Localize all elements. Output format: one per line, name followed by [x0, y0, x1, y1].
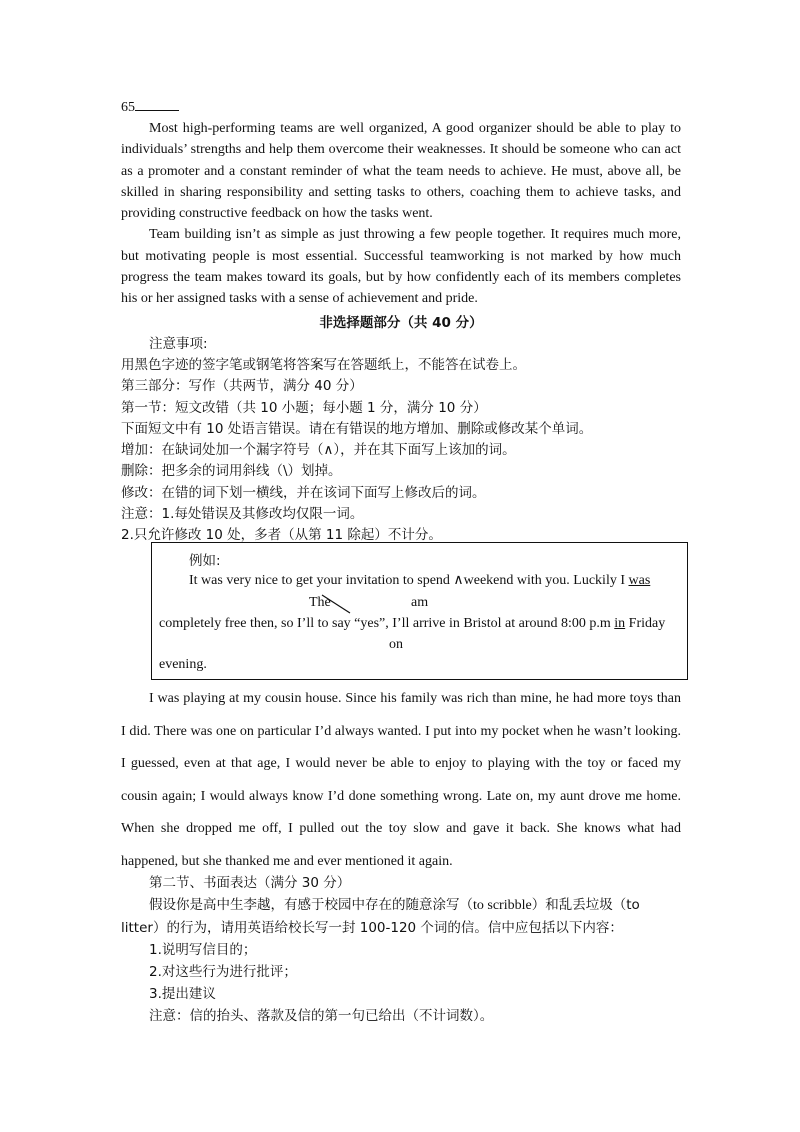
correction-on: on	[389, 637, 403, 652]
writing-section	[121, 872, 681, 1027]
example-line-3	[159, 616, 665, 632]
page-content	[121, 96, 681, 547]
content-item-1: 1.说明写信目的；	[149, 942, 257, 958]
error-correction-passage	[121, 683, 681, 879]
instruction-delete: 删除：把多余的词用斜线（\）划掉。	[121, 463, 342, 480]
reading-paragraph-1: Most high-performing teams are well organized, A good organizer should be able to play to individuals’ strengths and help them overcome their weaknesses. It should be someone who can act as a promoter and a constant reminder of what the team needs to achieve. He must, above all, be skilled in sharing responsibility and setting tasks to others, coaching them to achieve tasks, and providing constructive feedback on how the tasks went.	[121, 121, 681, 222]
example-slashed-word: your	[316, 573, 343, 588]
instruction-modify: 修改：在错的词下划一横线，并在该词下面写上修改后的词。	[121, 484, 486, 501]
example-line3-post: Friday	[625, 616, 666, 631]
section-title: 非选择题部分（共 40 分）	[319, 314, 483, 331]
example-box	[151, 542, 688, 680]
writing-note: 注意：信的抬头、落款及信的第一句已给出（不计词数）。	[149, 1008, 494, 1024]
section1-heading: 第一节：短文改错（共 10 小题；每小题 1 分，满分 10 分）	[121, 399, 487, 416]
notes-line1: 用黑色字迹的签字笔或钢笔将答案写在答题纸上，不能答在试卷上。	[121, 356, 526, 373]
note-2: 2.只允许修改 10 处，多者（从第 11 除起）不计分。	[121, 527, 442, 544]
question-number-text: 65	[121, 100, 135, 115]
instruction-intro: 下面短文中有 10 处语言错误。请在有错误的地方增加、删除或修改某个单词。	[121, 420, 593, 437]
instructions	[121, 334, 681, 547]
prompt-english-term: to scribble	[473, 898, 532, 913]
correction-am: am	[411, 595, 429, 610]
example-line1-pre: It was very nice to get	[189, 573, 317, 588]
passage-text: I was playing at my cousin house. Since his family was rich than mine, he had more toys than I did. There was one on particular I’d always wanted. I put into my pocket when he wasn’t looking. I guessed, even at that age, I would never be able to enjoy to playing with the toy or faced my cousin again; I would always know I’d done something wrong. Late on, my aunt drove me home. When she dropped me off, I pulled out the toy slow and gave it back. She knows what had happened, but she thanked me and ever mentioned it again.	[121, 691, 681, 869]
instruction-add: 增加：在缺词处加一个漏字符号（∧），并在其下面写上该加的词。	[121, 442, 516, 459]
answer-blank[interactable]	[135, 96, 179, 111]
correction-the: The	[309, 595, 331, 610]
example-label: 例如:	[189, 553, 221, 569]
content-item-3: 3.提出建议	[149, 986, 216, 1002]
part3-heading: 第三部分：写作（共两节，满分 40 分）	[121, 378, 363, 395]
notes-header: 注意事项:	[149, 335, 208, 352]
example-line1-mid: invitation to spend ∧weekend with you. Luckily I	[342, 573, 629, 588]
example-line3-pre: completely free then, so I’ll to say “yes”, I’ll arrive in Bristol at around 8:00 p.m	[159, 616, 615, 631]
example-underlined-was: was	[628, 573, 651, 588]
note-1: 注意：1.每处错误及其修改均仅限一词。	[121, 506, 364, 523]
example-line-1	[189, 572, 650, 589]
prompt-part-a: 假设你是高中生李越，有感于校园中存在的随意涂写（	[149, 897, 473, 913]
writing-prompt	[121, 894, 681, 939]
prompt-part-b: ）和乱丢垃圾（to litter）的行为，请用英语给校长写一封 100-120 个词的信。信中应包括以下内容：	[121, 897, 640, 936]
example-line-5: evening.	[159, 657, 207, 672]
example-underlined-in: in	[614, 616, 626, 631]
question-number	[121, 96, 681, 118]
section2-heading: 第二节、书面表达（满分 30 分）	[149, 875, 351, 891]
content-item-2: 2.对这些行为进行批评；	[149, 964, 297, 980]
reading-paragraph-2: Team building isn’t as simple as just throwing a few people together. It requires much more, but motivating people is most essential. Successful teamworking is not marked by how much progress the team makes toward its goals, but by how confidently each of its members completes his or her assigned tasks with a sense of achievement and pride.	[121, 227, 681, 307]
